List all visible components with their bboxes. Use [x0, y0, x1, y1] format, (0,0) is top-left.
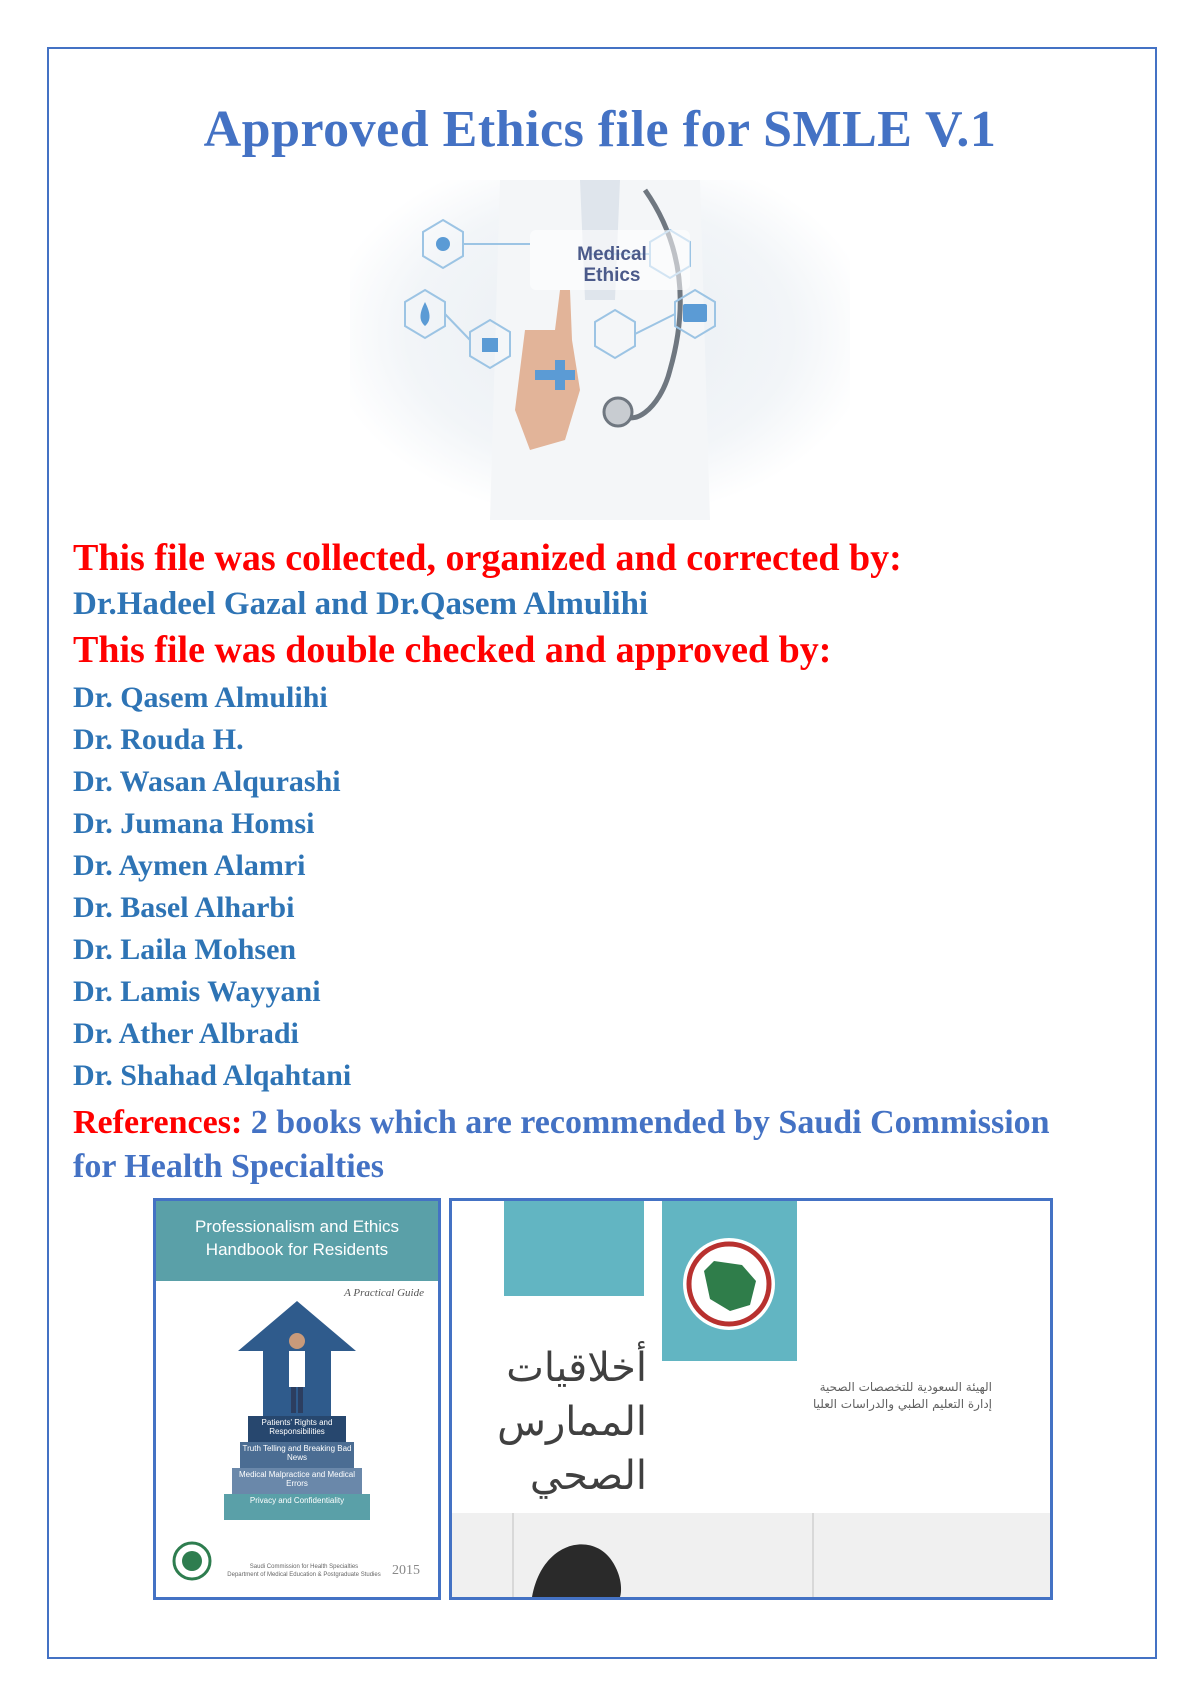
book2-organization	[662, 1379, 992, 1413]
doctor-illustration	[350, 180, 850, 520]
book1-step-label: Medical Malpractice and Medical Errors	[238, 1470, 356, 1488]
book2-title-line2: الممارس	[497, 1399, 647, 1445]
approver-name: Dr. Lamis Wayyani	[73, 975, 321, 1008]
book2-title-line1: أخلاقيات	[506, 1345, 647, 1391]
book1-title-line1: Professionalism and Ethics	[194, 1217, 400, 1236]
approver-name: Dr. Aymen Alamri	[73, 849, 306, 882]
approved-heading: This file was double checked and approved by:	[73, 629, 832, 671]
book2-arabic-title	[492, 1341, 647, 1503]
approver-name: Dr. Jumana Homsi	[73, 807, 315, 840]
approver-name: Dr. Qasem Almulihi	[73, 681, 328, 714]
book1-footer-line1: Saudi Commission for Health Specialties	[249, 1564, 359, 1570]
book2-title-line3: الصحي	[529, 1453, 647, 1499]
page-title: Approved Ethics file for SMLE V.1	[203, 101, 997, 158]
approver-name: Dr. Rouda H.	[73, 723, 244, 756]
references-label: References:	[73, 1104, 243, 1141]
collected-heading: This file was collected, organized and corrected by:	[73, 537, 902, 579]
book-cover-professionalism	[153, 1198, 441, 1600]
approver-name: Dr. Wasan Alqurashi	[73, 765, 341, 798]
book1-footer-line2: Department of Medical Education & Postgraduate Studies	[227, 1572, 381, 1578]
book1-step-label: Truth Telling and Breaking Bad News	[242, 1444, 352, 1462]
credits-section	[73, 535, 1073, 1189]
book1-publisher	[224, 1563, 384, 1579]
medical-ethics-image	[350, 180, 850, 520]
reference-books	[153, 1198, 1053, 1600]
collected-by: Dr.Hadeel Gazal and Dr.Qasem Almulihi	[73, 586, 649, 622]
hero-label-line2: Ethics	[583, 265, 641, 286]
medical-ethics-label	[542, 244, 682, 286]
book1-title-line2: Handbook for Residents	[205, 1240, 389, 1259]
book2-org-line1: الهيئة السعودية للتخصصات الصحية	[819, 1380, 992, 1394]
book1-year: 2015	[392, 1563, 420, 1578]
book2-org-line2: إدارة التعليم الطبي والدراسات العليا	[812, 1397, 992, 1411]
approver-name: Dr. Ather Albradi	[73, 1017, 299, 1050]
references-text: 2 books which are recommended by Saudi Commission for Health Specialties	[73, 1104, 1050, 1185]
book1-step-label: Privacy and Confidentiality	[249, 1496, 345, 1505]
approver-name: Dr. Shahad Alqahtani	[73, 1059, 352, 1092]
book1-subtitle: A Practical Guide	[344, 1287, 424, 1299]
approver-name: Dr. Basel Alharbi	[73, 891, 295, 924]
book1-steps-illustration	[156, 1201, 438, 1597]
references-paragraph	[73, 1101, 1073, 1189]
book-cover-arabic-ethics	[449, 1198, 1053, 1600]
approver-name: Dr. Laila Mohsen	[73, 933, 297, 966]
book1-step-label: Patients' Rights and Responsibilities	[261, 1418, 333, 1436]
approvers-list	[73, 677, 1073, 1097]
hero-label-line1: Medical	[577, 244, 647, 265]
